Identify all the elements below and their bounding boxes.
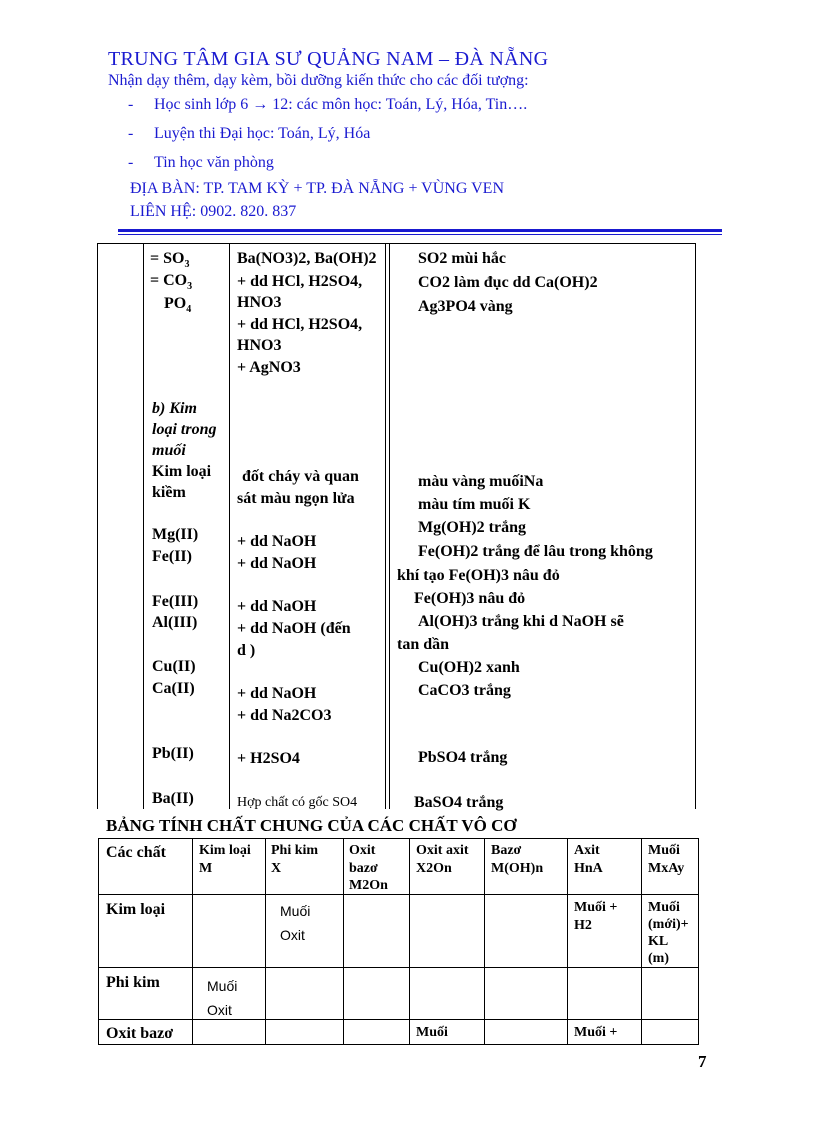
col-header: Oxit axit <box>416 843 469 858</box>
reagent: HNO3 <box>237 294 282 311</box>
table2-border <box>98 1044 699 1045</box>
col-header: Phi kim <box>271 843 319 858</box>
result: Fe(OH)3 nâu đỏ <box>414 590 526 607</box>
col-header: M2On <box>349 878 388 893</box>
service-area: ĐỊA BÀN: TP. TAM KỲ + TP. ĐÀ NẴNG + VÙNG VEN <box>130 180 504 197</box>
section-heading: loại trong <box>152 421 217 438</box>
row-header: Oxit bazơ <box>106 1025 174 1042</box>
metal-label: Cu(II) <box>152 658 196 675</box>
cell: KL <box>648 934 669 949</box>
cell: Muối <box>416 1025 448 1040</box>
metal-label: Al(III) <box>152 614 198 631</box>
table2-border <box>98 838 99 1045</box>
reagent: + H2SO4 <box>237 750 300 767</box>
cell: Muối <box>207 978 238 994</box>
center-subtitle: Nhận dạy thêm, dạy kèm, bồi dưỡng kiến thức cho các đối tượng: <box>108 72 529 89</box>
cell: (m) <box>648 951 669 966</box>
col-header: M <box>199 861 213 876</box>
col-header: Các chất <box>106 844 166 861</box>
cell: Oxit <box>280 927 305 943</box>
cell: (mới)+ <box>648 917 689 932</box>
metal-label: Fe(II) <box>152 548 192 565</box>
center-title: TRUNG TÂM GIA SƯ QUẢNG NAM – ĐÀ NẴNG <box>108 48 549 70</box>
metal-label: Fe(III) <box>152 593 199 610</box>
table2-border <box>98 838 699 839</box>
offer-item: - Tin học văn phòng <box>128 154 274 171</box>
reagent: d ) <box>237 642 256 659</box>
col-header: X <box>271 861 282 876</box>
section-heading: b) Kim <box>152 400 197 417</box>
col-header: Bazơ <box>491 843 522 858</box>
reagent: + dd HCl, H2SO4, <box>237 273 363 290</box>
cell: Muối <box>280 903 311 919</box>
reagent: + AgNO3 <box>237 359 301 376</box>
reagent: Hợp chất có gốc SO4 <box>237 795 358 810</box>
metal-label: Pb(II) <box>152 745 194 762</box>
cell: Muối + <box>574 1025 618 1040</box>
result: BaSO4 trắng <box>414 794 504 811</box>
table1-border <box>389 243 390 809</box>
result: khí tạo Fe(OH)3 nâu đỏ <box>397 567 560 584</box>
offer-item: - Học sinh lớp 6 → 12: các môn học: Toán, Lý, Hóa, Tin…. <box>128 96 528 113</box>
section-heading: muối <box>152 442 186 459</box>
cell: H2 <box>574 918 592 933</box>
metal-label: Kim loại <box>152 463 212 480</box>
reagent: + dd NaOH <box>237 598 317 615</box>
table2-border <box>192 838 193 1045</box>
offer-list <box>128 94 527 181</box>
result: SO2 mùi hắc <box>418 250 507 267</box>
reagent: đốt cháy và quan <box>242 468 359 485</box>
table2-border <box>98 967 699 968</box>
col-header: MxAy <box>648 861 685 876</box>
reagent: + dd NaOH <box>237 533 317 550</box>
ion-co3: = $CO_3$ <box>150 272 193 293</box>
offer-item: - Luyện thi Đại học: Toán, Lý, Hóa <box>128 125 371 142</box>
table1-border <box>97 243 98 809</box>
reagent: + dd NaOH <box>237 685 317 702</box>
reagent: sát màu ngọn lửa <box>237 490 355 507</box>
ion-po4: $PO_4$ <box>164 295 192 316</box>
table2-border <box>98 1019 699 1020</box>
metal-label: kiềm <box>152 484 186 501</box>
table2-border <box>343 838 344 1045</box>
reagent: HNO3 <box>237 337 282 354</box>
table2-title: BẢNG TÍNH CHẤT CHUNG CỦA CÁC CHẤT VÔ CƠ <box>106 816 517 835</box>
row-header: Kim loại <box>106 901 166 918</box>
ion-so3: = $SO_3$ <box>150 250 190 271</box>
table1-border <box>143 243 144 809</box>
row-header: Phi kim <box>106 974 160 991</box>
result: màu vàng muốiNa <box>418 473 544 490</box>
table2-border <box>409 838 410 1045</box>
result: Fe(OH)2 trắng để lâu trong không <box>418 543 653 560</box>
result: Ag3PO4 vàng <box>418 298 513 315</box>
header-rule-thin <box>118 234 722 235</box>
metal-label: Mg(II) <box>152 526 199 543</box>
result: tan dần <box>397 636 450 653</box>
metal-label: Ca(II) <box>152 680 195 697</box>
table2-border <box>98 894 699 895</box>
result: CaCO3 trắng <box>418 682 511 699</box>
table1-border <box>229 243 230 809</box>
cell: Oxit <box>207 1002 232 1018</box>
col-header: X2On <box>416 861 452 876</box>
col-header: M(OH)n <box>491 861 544 876</box>
metal-label: Ba(II) <box>152 790 194 807</box>
table1-border <box>97 243 696 244</box>
reagent: + dd NaOH <box>237 555 317 572</box>
result: Al(OH)3 trắng khi d NaOH sẽ <box>418 613 624 630</box>
reagent: + dd Na2CO3 <box>237 707 332 724</box>
result: PbSO4 trắng <box>418 749 508 766</box>
table1-border <box>385 243 386 809</box>
cell: Muối + <box>574 900 618 915</box>
col-header: bazơ <box>349 861 378 876</box>
result: Mg(OH)2 trắng <box>418 519 526 536</box>
table2-border <box>265 838 266 1045</box>
result: Cu(OH)2 xanh <box>418 659 520 676</box>
reagent: + dd NaOH (đến <box>237 620 351 637</box>
reagent: Ba(NO3)2, Ba(OH)2 <box>237 250 377 267</box>
header-rule <box>118 229 722 232</box>
table2-border <box>484 838 485 1045</box>
result: màu tím muối K <box>418 496 531 513</box>
cell: Muối <box>648 900 680 915</box>
table1-border <box>695 243 696 809</box>
col-header: HnA <box>574 861 603 876</box>
col-header: Oxit <box>349 843 376 858</box>
table2-border <box>698 838 699 1045</box>
col-header: Kim loại <box>199 843 251 858</box>
table2-border <box>641 838 642 1045</box>
result: CO2 làm đục dd Ca(OH)2 <box>418 274 598 291</box>
col-header: Axit <box>574 843 600 858</box>
table2-border <box>567 838 568 1045</box>
page-number: 7 <box>698 1052 707 1071</box>
reagent: + dd HCl, H2SO4, <box>237 316 363 333</box>
col-header: Muối <box>648 843 680 858</box>
contact-line: LIÊN HỆ: 0902. 820. 837 <box>130 203 297 220</box>
